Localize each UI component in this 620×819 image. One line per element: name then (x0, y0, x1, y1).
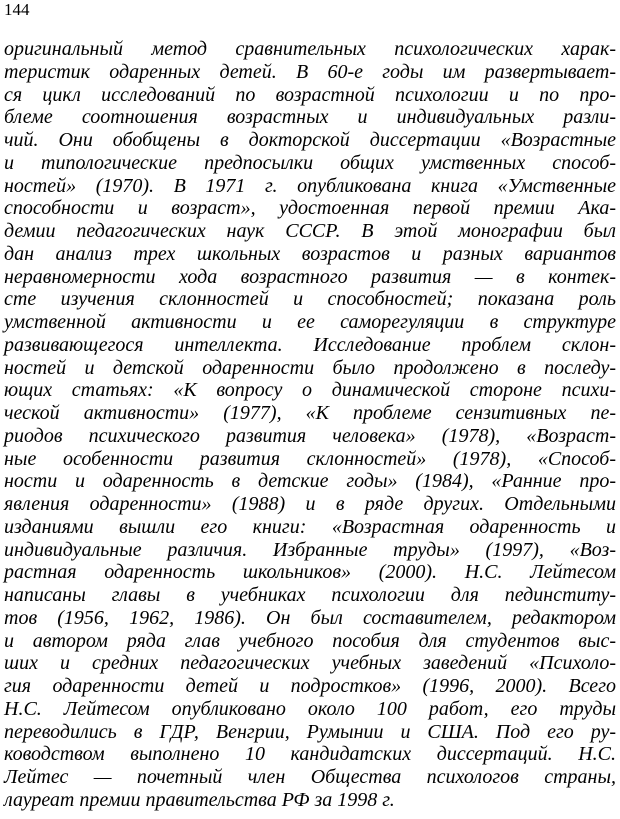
text-line: ностей» (1970). В 1971 г. опубликована книга «Умственные (4, 174, 616, 197)
text-line: и типологические предпосылки общих умственных способ- (4, 151, 616, 174)
body-text (4, 38, 616, 812)
page-number: 144 (4, 0, 30, 19)
text-line: Лейтес — почетный член Общества психологов страны, (4, 766, 616, 788)
text-line: изданиями вышли его книги: «Возрастная одаренность и (4, 515, 616, 538)
text-line: Н.С. Лейтесом опубликовано около 100 работ, его труды (4, 697, 616, 720)
text-line: явления одаренности» (1988) и в ряде других. Отдельными (4, 493, 616, 515)
text-line: теристик одаренных детей. В 60-е годы им развертывает- (4, 60, 616, 83)
text-line: тов (1956, 1962, 1986). Он был составителем, редактором (4, 606, 616, 629)
text-line: ющих статьях: «К вопросу о динамической стороне психи- (4, 379, 616, 402)
text-line: демии педагогических наук СССР. В этой монографии был (4, 220, 616, 242)
text-line: развивающегося интеллекта. Исследование проблем склон- (4, 333, 616, 356)
text-line: риодов психического развития человека» (1978), «Возраст- (4, 424, 616, 447)
text-line: ся цикл исследований по возрастной психологии и по про- (4, 83, 616, 106)
text-line: блеме соотношения возрастных и индивидуальных разли- (4, 106, 616, 129)
text-line: растная одаренность школьников» (2000). Н.С. Лейтесом (4, 561, 616, 584)
text-line: дан анализ трех школьных возрастов и разных вариантов (4, 242, 616, 265)
text-line: и автором ряда глав учебного пособия для студентов выс- (4, 629, 616, 652)
text-line: гия одаренности детей и подростков» (1996, 2000). Всего (4, 675, 616, 697)
text-line: сте изучения склонностей и способностей; показана роль (4, 288, 616, 311)
text-line: написаны главы в учебниках психологии для пединститу- (4, 584, 616, 606)
text-line: ности и одаренность в детские годы» (1984), «Ранние про- (4, 470, 616, 493)
text-line: лауреат премии правительства РФ за 1998 г. (4, 788, 395, 811)
text-line: умственной активности и ее саморегуляции в структуре (4, 311, 616, 333)
text-line: неравномерности хода возрастного развития — в контек- (4, 265, 616, 288)
text-line: чий. Они обобщены в докторской диссертации «Возрастные (4, 129, 616, 151)
text-line: ностей и детской одаренности было продолжено в последу- (4, 356, 616, 379)
text-line: ческой активности» (1977), «К проблеме сензитивных пе- (4, 402, 616, 424)
text-line: способности и возраст», удостоенная первой премии Ака- (4, 197, 616, 220)
text-line: ших и средних педагогических учебных заведений «Психоло- (4, 652, 616, 675)
text-line: ководством выполнено 10 кандидатских диссертаций. Н.С. (4, 743, 616, 766)
text-line: оригинальный метод сравнительных психологических харак- (4, 38, 616, 60)
text-line: индивидуальные различия. Избранные труды» (1997), «Воз- (4, 538, 616, 561)
text-line: переводились в ГДР, Венгрии, Румынии и США. Под его ру- (4, 720, 616, 743)
text-line: ные особенности развития склонностей» (1978), «Способ- (4, 447, 616, 470)
